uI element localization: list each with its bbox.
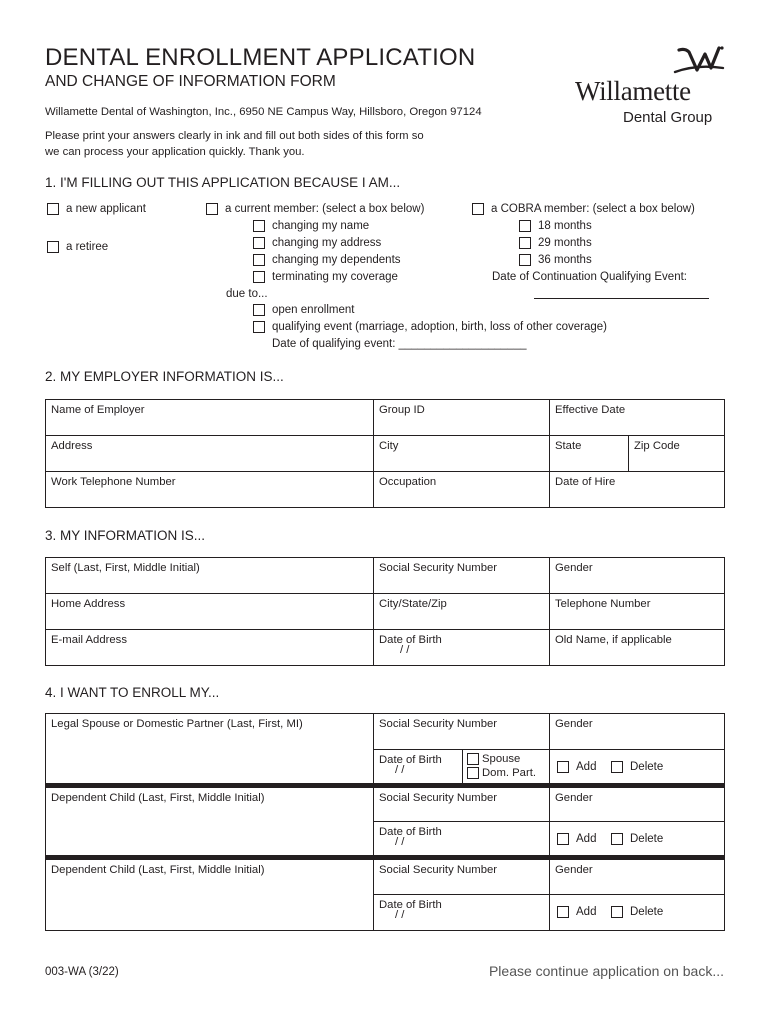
occupation-field[interactable] bbox=[373, 471, 550, 508]
continuation-date-field[interactable] bbox=[534, 298, 709, 299]
option-label: changing my address bbox=[272, 237, 382, 249]
option-label: Add bbox=[576, 906, 597, 918]
field-label: Work Telephone Number bbox=[51, 476, 176, 488]
field-label: City bbox=[379, 440, 399, 452]
field-label: Date of Birth bbox=[379, 754, 442, 766]
work-phone-field[interactable] bbox=[45, 471, 374, 508]
company-address: Willamette Dental of Washington, Inc., 6950 NE Campus Way, Hillsboro, Oregon 97124 bbox=[45, 106, 482, 118]
option-label: changing my dependents bbox=[272, 254, 401, 266]
city-state-zip-field[interactable] bbox=[373, 593, 550, 630]
field-label: Gender bbox=[555, 864, 593, 876]
field-label: Gender bbox=[555, 718, 593, 730]
employer-state-field[interactable] bbox=[549, 435, 629, 472]
option-label: qualifying event (marriage, adoption, birth, loss of other coverage) bbox=[272, 321, 607, 333]
option-label: Delete bbox=[630, 906, 664, 918]
field-label: Name of Employer bbox=[51, 404, 145, 416]
continue-note: Please continue application on back... bbox=[488, 963, 724, 979]
effective-date-field[interactable] bbox=[549, 399, 725, 436]
form-subtitle: AND CHANGE OF INFORMATION FORM bbox=[45, 73, 336, 90]
dob-separators: / / bbox=[395, 836, 405, 848]
dependent-1-delete-option[interactable] bbox=[611, 833, 663, 845]
logo-tagline: Dental Group bbox=[623, 109, 713, 126]
checkbox[interactable] bbox=[47, 203, 59, 215]
logo-name: Willamette bbox=[575, 76, 691, 106]
field-label: Date of Birth bbox=[379, 634, 442, 646]
checkbox[interactable] bbox=[253, 271, 265, 283]
option-label: Delete bbox=[630, 833, 664, 845]
employer-address-field[interactable] bbox=[45, 435, 374, 472]
dependent-1-add-option[interactable] bbox=[557, 833, 596, 845]
checkbox[interactable] bbox=[611, 761, 623, 773]
section-3-heading: 3. MY INFORMATION IS... bbox=[45, 528, 206, 543]
option-changing-dependents[interactable] bbox=[253, 254, 401, 266]
checkbox[interactable] bbox=[472, 203, 484, 215]
option-spouse[interactable] bbox=[467, 753, 520, 765]
spouse-gender-field[interactable] bbox=[549, 713, 725, 750]
checkbox[interactable] bbox=[253, 254, 265, 266]
checkbox[interactable] bbox=[253, 237, 265, 249]
dependent-1-name-field[interactable] bbox=[45, 787, 374, 857]
employer-zip-field[interactable] bbox=[628, 435, 725, 472]
option-label: 29 months bbox=[538, 237, 592, 249]
due-to-label: due to... bbox=[226, 288, 268, 300]
field-label: Telephone Number bbox=[555, 598, 651, 610]
checkbox[interactable] bbox=[611, 906, 623, 918]
field-label: Dependent Child (Last, First, Middle Initial) bbox=[51, 792, 265, 804]
field-label: Social Security Number bbox=[379, 864, 498, 876]
dob-separators: / / bbox=[400, 644, 410, 656]
option-terminating[interactable] bbox=[253, 271, 398, 283]
dependent-1-ssn-field[interactable] bbox=[373, 787, 550, 822]
field-label: Date of Birth bbox=[379, 826, 442, 838]
field-label: Zip Code bbox=[634, 440, 680, 452]
dependent-1-gender-field[interactable] bbox=[549, 787, 725, 822]
option-current-member[interactable] bbox=[206, 203, 424, 215]
section-2-heading: 2. MY EMPLOYER INFORMATION IS... bbox=[45, 369, 284, 384]
checkbox[interactable] bbox=[47, 241, 59, 253]
dependent-1-dob-field[interactable] bbox=[373, 821, 550, 857]
option-label: 18 months bbox=[538, 220, 592, 232]
option-label: a current member: (select a box below) bbox=[225, 203, 425, 215]
option-qualifying-event[interactable] bbox=[253, 321, 607, 333]
option-29-months[interactable] bbox=[519, 237, 592, 249]
field-label: Occupation bbox=[379, 476, 437, 488]
option-label: a new applicant bbox=[66, 203, 146, 215]
option-label: open enrollment bbox=[272, 304, 355, 316]
checkbox[interactable] bbox=[557, 761, 569, 773]
option-label: a COBRA member: (select a box below) bbox=[491, 203, 695, 215]
field-label: Group ID bbox=[379, 404, 425, 416]
spouse-ssn-field[interactable] bbox=[373, 713, 550, 750]
option-36-months[interactable] bbox=[519, 254, 592, 266]
spouse-dob-divider bbox=[462, 749, 463, 785]
field-label: E-mail Address bbox=[51, 634, 127, 646]
option-dom-part[interactable] bbox=[467, 767, 536, 779]
field-label: Legal Spouse or Domestic Partner (Last, First, MI) bbox=[51, 718, 303, 730]
option-retiree[interactable] bbox=[47, 241, 108, 253]
instructions-line-2: we can process your application quickly. Thank you. bbox=[45, 146, 305, 158]
option-18-months[interactable] bbox=[519, 220, 592, 232]
field-label: Social Security Number bbox=[379, 562, 498, 574]
option-cobra-member[interactable] bbox=[472, 203, 695, 215]
dependent-2-delete-option[interactable] bbox=[611, 906, 663, 918]
field-label: Effective Date bbox=[555, 404, 626, 416]
continuation-date-label: Date of Continuation Qualifying Event: bbox=[492, 271, 687, 283]
checkbox[interactable] bbox=[557, 833, 569, 845]
self-dob-field[interactable] bbox=[373, 629, 550, 666]
field-label: City/State/Zip bbox=[379, 598, 447, 610]
willamette-logo bbox=[575, 42, 727, 132]
field-label: Date of Birth bbox=[379, 899, 442, 911]
option-changing-address[interactable] bbox=[253, 237, 381, 249]
form-title: DENTAL ENROLLMENT APPLICATION bbox=[45, 44, 476, 71]
date-qualifying-event-field[interactable]: Date of qualifying event: ____________________ bbox=[272, 338, 527, 350]
checkbox[interactable] bbox=[467, 767, 479, 779]
old-name-field[interactable] bbox=[549, 629, 725, 666]
dependent-2-dob-field[interactable] bbox=[373, 894, 550, 931]
option-label: changing my name bbox=[272, 220, 370, 232]
option-new-applicant[interactable] bbox=[47, 203, 146, 215]
option-open-enrollment[interactable] bbox=[253, 304, 354, 316]
field-label: Old Name, if applicable bbox=[555, 634, 672, 646]
dependent-2-ssn-field[interactable] bbox=[373, 859, 550, 895]
field-label: Address bbox=[51, 440, 93, 452]
field-label: Gender bbox=[555, 562, 593, 574]
option-label: a retiree bbox=[66, 241, 109, 253]
checkbox[interactable] bbox=[206, 203, 218, 215]
spouse-delete-option[interactable] bbox=[611, 761, 663, 773]
checkbox[interactable] bbox=[467, 753, 479, 765]
spouse-add-option[interactable] bbox=[557, 761, 596, 773]
group-id-field[interactable] bbox=[373, 399, 550, 436]
option-label: Add bbox=[576, 833, 597, 845]
email-field[interactable] bbox=[45, 629, 374, 666]
dob-separators: / / bbox=[395, 909, 405, 921]
form-code: 003-WA (3/22) bbox=[45, 966, 119, 978]
option-label: 36 months bbox=[538, 254, 592, 266]
self-gender-field[interactable] bbox=[549, 557, 725, 594]
checkbox[interactable] bbox=[253, 304, 265, 316]
option-label: Dom. Part. bbox=[482, 767, 536, 779]
checkbox[interactable] bbox=[611, 833, 623, 845]
dob-separators: / / bbox=[395, 764, 405, 776]
spouse-name-field[interactable] bbox=[45, 713, 374, 785]
date-of-hire-field[interactable] bbox=[549, 471, 725, 508]
section-4-heading: 4. I WANT TO ENROLL MY... bbox=[45, 685, 220, 700]
instructions-line-1: Please print your answers clearly in ink and fill out both sides of this form so bbox=[45, 130, 424, 142]
field-label: Social Security Number bbox=[379, 718, 498, 730]
field-label: Social Security Number bbox=[379, 792, 498, 804]
field-label: Date of Hire bbox=[555, 476, 616, 488]
telephone-field[interactable] bbox=[549, 593, 725, 630]
checkbox[interactable] bbox=[557, 906, 569, 918]
field-label: Self (Last, First, Middle Initial) bbox=[51, 562, 200, 574]
option-label: Delete bbox=[630, 761, 664, 773]
field-label: Gender bbox=[555, 792, 593, 804]
dependent-2-gender-field[interactable] bbox=[549, 859, 725, 895]
field-label: Dependent Child (Last, First, Middle Initial) bbox=[51, 864, 265, 876]
checkbox[interactable] bbox=[519, 254, 531, 266]
checkbox[interactable] bbox=[519, 237, 531, 249]
field-label: State bbox=[555, 440, 582, 452]
checkbox[interactable] bbox=[253, 220, 265, 232]
dependent-2-name-field[interactable] bbox=[45, 859, 374, 931]
willamette-w-mark-icon bbox=[575, 42, 727, 78]
option-label: Spouse bbox=[482, 753, 521, 765]
self-name-field[interactable] bbox=[45, 557, 374, 594]
section-1-heading: 1. I'M FILLING OUT THIS APPLICATION BECAUSE I AM... bbox=[45, 175, 401, 190]
field-label: Home Address bbox=[51, 598, 126, 610]
option-changing-name[interactable] bbox=[253, 220, 369, 232]
home-address-field[interactable] bbox=[45, 593, 374, 630]
checkbox[interactable] bbox=[519, 220, 531, 232]
option-label: terminating my coverage bbox=[272, 271, 398, 283]
option-label: Add bbox=[576, 761, 597, 773]
dependent-2-add-option[interactable] bbox=[557, 906, 596, 918]
checkbox[interactable] bbox=[253, 321, 265, 333]
name-of-employer-field[interactable] bbox=[45, 399, 374, 436]
employer-city-field[interactable] bbox=[373, 435, 550, 472]
self-ssn-field[interactable] bbox=[373, 557, 550, 594]
